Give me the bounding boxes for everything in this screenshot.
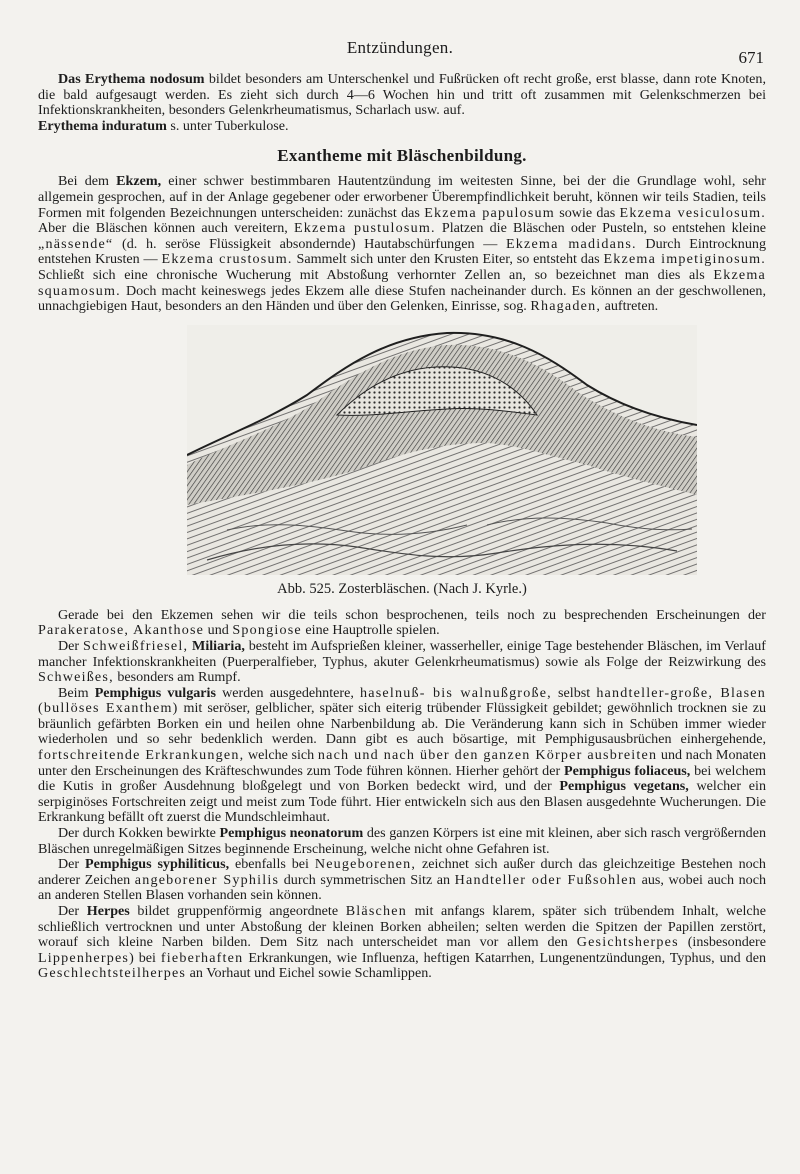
- text: auftreten.: [601, 298, 659, 315]
- paragraph-miliaria: [38, 639, 766, 686]
- spaced-term: Gesichtsherpes: [576, 934, 679, 951]
- text: bildet gruppenförmig angeordnete: [129, 903, 346, 919]
- spaced-term: Ekzema crustosum.: [161, 251, 293, 268]
- text: s. unter Tuberkulose.: [166, 117, 289, 134]
- spaced-term: Rhagaden,: [530, 298, 602, 315]
- text: aus, wobei auch noch an anderen Stellen Blasen vorhanden sein können.: [38, 871, 767, 904]
- spaced-term: Ekzema squamosum.: [38, 266, 766, 299]
- spaced-term: Ekzema pustulosum.: [294, 220, 436, 237]
- spaced-term: haselnuß- bis walnußgroße,: [360, 684, 552, 701]
- text: besteht im Aufsprießen kleiner, wasserheller, einige Tage bestehender Bläschen, im Verlauf mancher Infektionskrankheiten (Puerperalfieber, Typhus, akuter Gelenkrheumatismus) sowie als Folge der Reizwirkung des: [38, 637, 766, 670]
- term-miliaria: Miliaria,: [188, 637, 245, 654]
- spaced-term: handteller-große, Blasen (bullöses Exanthem): [38, 684, 766, 717]
- text: Der: [58, 637, 83, 654]
- text: ) bei: [129, 949, 161, 966]
- text: ebenfalls bei: [229, 856, 315, 873]
- spaced-term: fieberhaften: [160, 949, 244, 966]
- text: durch symmetrischen Sitz an: [279, 871, 455, 888]
- spaced-term: Schweißfriesel,: [82, 637, 189, 654]
- spaced-term: Neugeborenen,: [314, 856, 417, 873]
- text: (insbesondere: [678, 934, 766, 951]
- spaced-term: fortschreitende Erkrankungen,: [38, 747, 245, 764]
- term-erythema-induratum: Erythema induratum: [38, 117, 167, 134]
- term-pemphigus-foliaceus: Pemphigus foliaceus,: [563, 762, 691, 779]
- text: Der durch Kokken bewirkte: [58, 825, 220, 842]
- spaced-term: Spongiose: [232, 622, 302, 639]
- spaced-term: „nässende“: [38, 235, 114, 252]
- text: eine Hauptrolle spielen.: [301, 622, 440, 639]
- figure-caption: Abb. 525. Zosterbläschen. (Nach J. Kyrle.): [277, 580, 527, 597]
- spaced-term: Handteller oder Fußsohlen: [454, 871, 638, 888]
- text: besonders am Rumpf.: [113, 669, 241, 686]
- text: Aber die Bläschen können auch vereitern,: [38, 220, 294, 237]
- page-number: 671: [738, 48, 764, 67]
- running-head: [0, 38, 800, 67]
- term-ekzem: Ekzem,: [116, 173, 162, 190]
- text: mit anfangs klarem, später sich trübendem Inhalt, welche schließlich vertrocknen und unter Abstoßung der kleinen Borken abheilen; selten werden die Spitzen der Papillen zerstört, worauf sich kleine Narben bilden. Dem Sitz nach unterscheidet man vor allem den: [38, 903, 766, 951]
- spaced-term: Parakeratose, Akanthose: [38, 622, 205, 639]
- section-title: Exantheme mit Bläschenbildung.: [277, 146, 527, 166]
- running-title: Entzündungen.: [346, 38, 454, 57]
- text: welcher ein serpiginöses Fortschreiten zeigt und meist zum Tode führt. Hier entwickeln sich aus den Blasen ausgedehnte Wucherungen. Die Erkrankung befällt oft zuerst die Mundschleimhaut.: [38, 778, 766, 826]
- paragraph-pemphigus-vulgaris: [38, 686, 766, 826]
- text: Der: [58, 903, 87, 919]
- term-erythema-nodosum: Das Erythema nodosum: [58, 71, 205, 87]
- spaced-term: Lippenherpes: [38, 949, 130, 966]
- text: des ganzen Körpers ist eine mit kleinen, aber sich rasch vergrößernden Bläschen unregelmäßigen Sitzes beginnende Erscheinung, welche nicht ohne Gefahren ist.: [38, 825, 766, 857]
- text: einer schwer bestimmbaren Hautentzündung im weitesten Sinne, bei der die Grundlage wohl, sehr allgemein gesprochen, auf in der Anlage gegebener oder erworbener Überempfindlichkeit beruht, können wir teils Stadien, teils Formen mit folgenden Bezeichnungen unterscheiden: zunächst das: [38, 173, 766, 221]
- paragraph-ekzem: [38, 174, 766, 314]
- spaced-term: Schweißes,: [38, 669, 114, 686]
- spaced-term: Ekzema madidans.: [505, 235, 637, 252]
- term-herpes: Herpes: [86, 903, 130, 919]
- spaced-term: angeborener Syphilis: [134, 871, 280, 888]
- text: Sammelt sich unter den Krusten Eiter, so entsteht das: [292, 251, 604, 268]
- paragraph-erythema-induratum: [38, 119, 766, 135]
- text: mit seröser, gelblicher, später sich eiterig trübender Flüssigkeit gebildet; gewöhnlich trocknen sie zu bräunlich gefärbten Borken ein und heilen ohne Narbenbildung ab. Die Veränderung kann sich in Schüben immer wieder wiederholen und so sehr bedenklich werden. Dann gibt es auch bösartige, mit Pemphigusausbrüchen einhergehende,: [38, 700, 767, 748]
- paragraph-pemphigus-syphiliticus: [38, 857, 766, 904]
- paragraph-herpes: [38, 904, 766, 982]
- text: Erkrankungen, wie Influenza, heftigen Katarrhen, Lungenentzündungen, Typhus, und den: [243, 949, 766, 966]
- term-pemphigus-vegetans: Pemphigus vegetans,: [559, 778, 689, 795]
- text: Bei dem: [58, 173, 117, 190]
- text: bei welchem die Kutis in großer Ausdehnung bloßgelegt und von Borken bedeckt wird, und der: [38, 762, 766, 795]
- text: und: [204, 622, 233, 639]
- text: selbst: [551, 684, 597, 701]
- text: an Vorhaut und Eichel sowie Schamlippen.: [186, 965, 432, 982]
- text: welche sich: [244, 747, 318, 764]
- text: werden ausgedehntere,: [215, 684, 361, 701]
- text: (d. h. seröse Flüssigkeit absondernde) Hautabschürfungen —: [113, 235, 506, 252]
- paragraph-ekzem-erscheinungen: [38, 608, 766, 639]
- figure-zosterblaeschen: [187, 325, 697, 575]
- text: und nach Monaten unter den Erscheinungen des Kräfteschwundes zum Tode führen können. Hierher gehört der: [38, 747, 767, 779]
- spaced-term: Geschlechtsteilherpes: [38, 965, 187, 982]
- text: sowie das: [554, 204, 620, 221]
- spaced-term: Ekzema papulosum: [424, 204, 555, 221]
- text: Doch macht keineswegs jedes Ekzem alle diese Stufen nacheinander durch. Es können an der geschwollenen, unnachgiebigen Haut, besonders an den Händen und über den Gelenken, Einrisse, sog.: [38, 282, 766, 315]
- text: Platzen die Bläschen oder Pusteln, so entstehen kleine: [435, 220, 767, 237]
- text: zeichnet sich außer durch das gleichzeitige Bestehen noch anderer Zeichen: [38, 856, 766, 888]
- histology-illustration: [187, 325, 697, 575]
- spaced-term: Ekzema vesiculosum.: [619, 204, 766, 221]
- paragraph-erythema-nodosum: [38, 72, 766, 119]
- text: Der: [58, 856, 85, 873]
- text: Durch Eintrocknung entstehen Krusten —: [38, 235, 766, 268]
- text: bildet besonders am Unterschenkel und Fußrücken oft recht große, erst blasse, dann rote Knoten, die bald aufgesaugt werden. Es zieht sich durch 4—6 Wochen hin und tritt oft zusammen mit Gelenkschmerzen bei Infektionskrankheiten, besonders Gelenkrheumatismus, Scharlach usw. auf.: [38, 71, 767, 119]
- text: Schließt sich eine chronische Wucherung mit Abstoßung verhornter Zellen an, so bezeichnet man dies als: [38, 266, 714, 283]
- page-content: [38, 72, 766, 982]
- spaced-term: nach und nach über den ganzen Körper ausbreiten: [317, 747, 658, 764]
- paragraph-pemphigus-neonatorum: [38, 826, 766, 857]
- spaced-term: Bläschen: [345, 903, 407, 919]
- term-pemphigus-vulgaris: Pemphigus vulgaris: [94, 684, 216, 701]
- spaced-term: Ekzema impetiginosum.: [603, 251, 766, 268]
- text: Gerade bei den Ekzemen sehen wir die teils schon besprochenen, teils noch zu besprechenden Erscheinungen der: [58, 606, 766, 623]
- term-pemphigus-syphiliticus: Pemphigus syphiliticus,: [85, 856, 230, 873]
- term-pemphigus-neonatorum: Pemphigus neonatorum: [219, 825, 364, 842]
- text: Beim: [58, 684, 95, 701]
